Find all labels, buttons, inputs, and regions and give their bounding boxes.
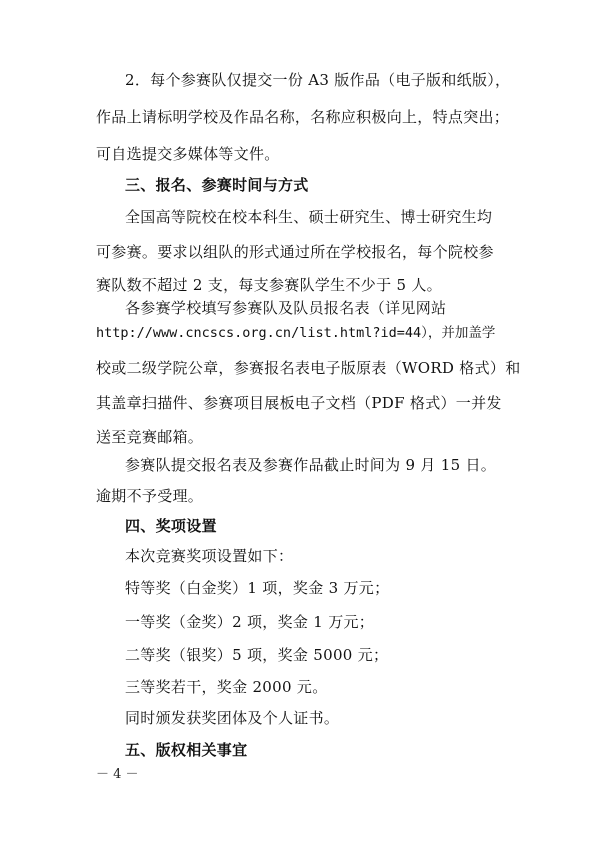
paragraph-line: 逾期不予受理。 [96,487,204,505]
paragraph-line: 二等奖（银奖）5 项，奖金 5000 元； [125,646,389,664]
paragraph-line: 送至竞赛邮箱。 [96,428,204,446]
paragraph-line: 作品上请标明学校及作品名称，名称应积极向上，特点突出； [96,108,510,126]
paragraph-line: 可参赛。要求以组队的形式通过所在学校报名，每个院校参 [96,243,494,261]
paragraph-line: 赛队数不超过 2 支，每支参赛队学生不少于 5 人。 [96,276,442,294]
paragraph-line: 特等奖（白金奖）1 项，奖金 3 万元； [125,579,390,597]
paragraph-line: 参赛队提交报名表及参赛作品截止时间为 9 月 15 日。 [125,456,497,474]
paragraph-line: 同时颁发获奖团体及个人证书。 [125,709,340,727]
paragraph-line: 各参赛学校填写参赛队及队员报名表（详见网站 [125,299,447,317]
paragraph-line: 校或二级学院公章，参赛报名表电子版原表（WORD 格式）和 [96,359,521,377]
paragraph-line-url: http://www.cncscs.org.cn/list.html?id=44），并加盖学 [96,325,496,341]
paragraph-line: 其盖章扫描件、参赛项目展板电子文档（PDF 格式）一并发 [96,394,502,412]
page-number: － 4 － [96,767,139,782]
paragraph-line: 2．每个参赛队仅提交一份 A3 版作品（电子版和纸版）， [125,71,511,89]
paragraph-line: 可自选提交多媒体等文件。 [96,145,280,163]
paragraph-line: 全国高等院校在校本科生、硕士研究生、博士研究生均 [125,208,493,226]
section-heading: 三、报名、参赛时间与方式 [125,176,309,194]
section-heading: 四、奖项设置 [125,517,217,535]
paragraph-line: 本次竞赛奖项设置如下： [125,547,294,565]
paragraph-line: 三等奖若干，奖金 2000 元。 [125,678,328,696]
paragraph-line: 一等奖（金奖）2 项，奖金 1 万元； [125,613,375,631]
section-heading: 五、版权相关事宜 [125,741,248,759]
